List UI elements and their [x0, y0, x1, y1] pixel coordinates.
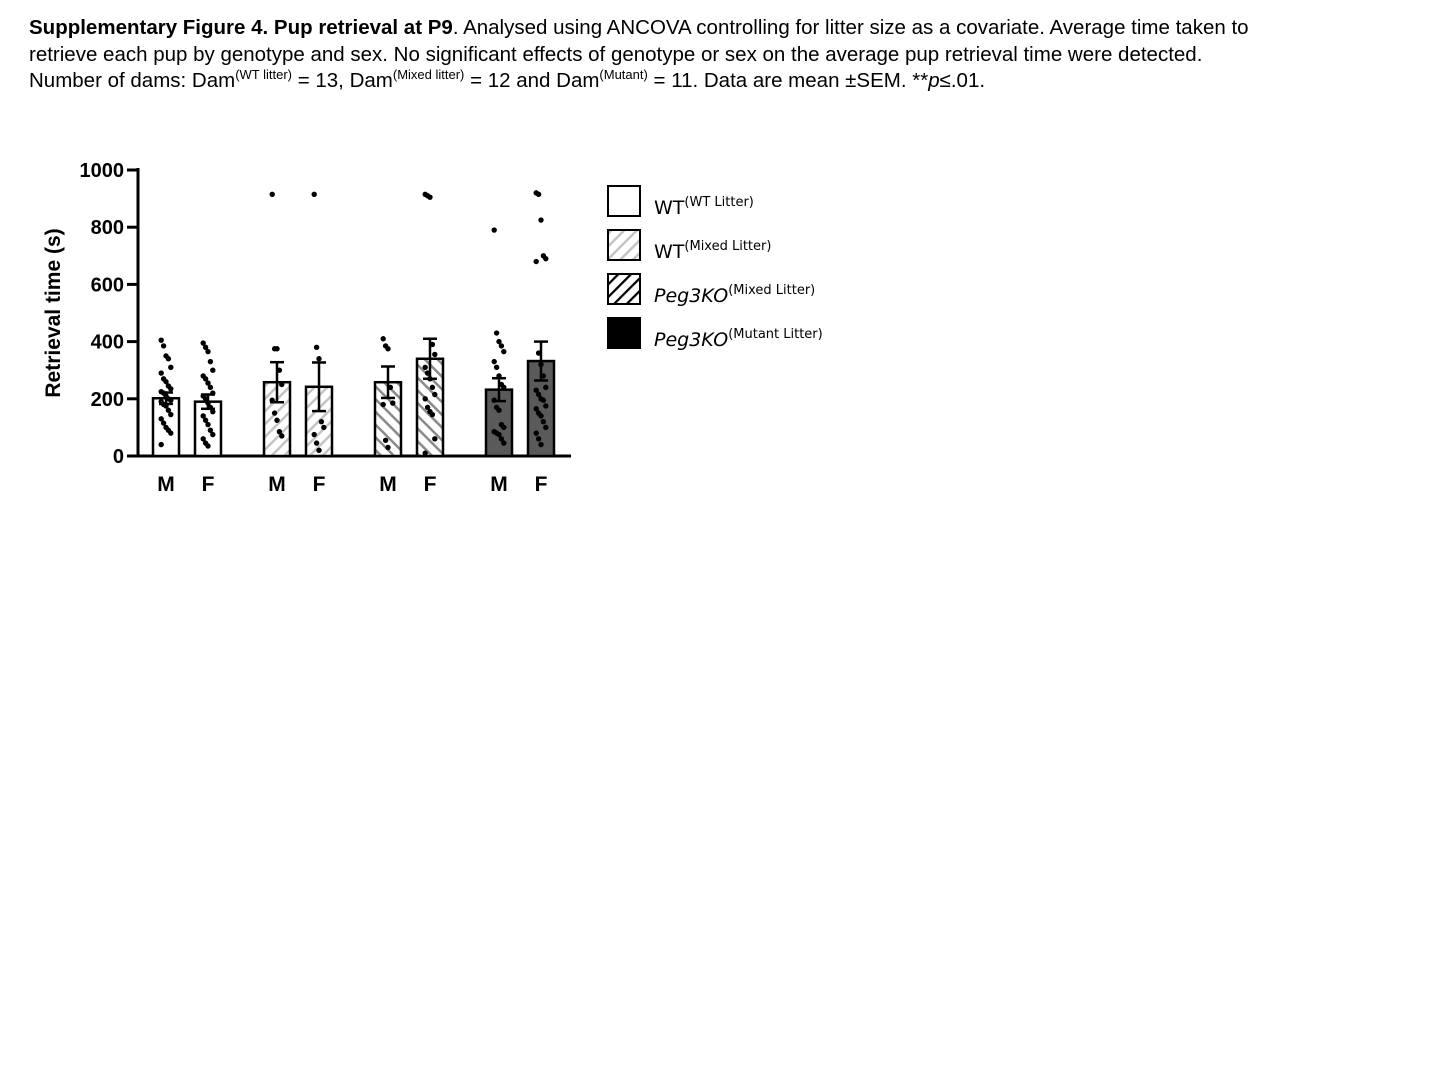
data-point	[534, 259, 539, 264]
data-point	[166, 356, 171, 361]
data-point	[430, 342, 435, 347]
data-point	[430, 412, 435, 417]
data-point	[383, 438, 388, 443]
data-point	[390, 400, 395, 405]
data-point	[432, 436, 437, 441]
data-point	[312, 432, 317, 437]
legend-label: $WT^{(Mixed Litter)}$	[654, 239, 772, 263]
x-tick-label: M	[157, 473, 175, 496]
caption-sup-wt: (WT litter)	[235, 67, 293, 82]
data-point	[492, 398, 497, 403]
data-point	[430, 385, 435, 390]
data-point	[427, 194, 432, 199]
data-point	[270, 398, 275, 403]
data-point	[168, 412, 173, 417]
caption-line1: . Analysed using ANCOVA controlling for litter size as a covariate. Average time taken to	[452, 16, 1249, 39]
data-point	[210, 368, 215, 373]
data-point	[543, 256, 548, 261]
data-point	[279, 382, 284, 387]
data-point	[543, 403, 548, 408]
y-tick-label: 1000	[79, 160, 124, 182]
data-point	[492, 227, 497, 232]
data-point	[423, 396, 428, 401]
x-tick-label: F	[312, 473, 326, 496]
y-axis-label: Retrieval time (s)	[42, 228, 65, 398]
data-point	[432, 352, 437, 357]
data-point	[159, 337, 164, 342]
data-point	[494, 365, 499, 370]
x-tick-label: M	[490, 473, 508, 496]
data-point	[496, 373, 501, 378]
data-point	[205, 422, 210, 427]
y-tick-label: 600	[90, 274, 124, 297]
data-point	[432, 392, 437, 397]
data-point	[210, 409, 215, 414]
data-point	[501, 349, 506, 354]
x-tick-label: F	[201, 473, 215, 496]
data-point	[274, 346, 279, 351]
data-point	[541, 373, 546, 378]
data-point	[168, 386, 173, 391]
data-point	[499, 343, 504, 348]
caption-line3-e: ≤.01.	[939, 69, 986, 92]
data-point	[159, 442, 164, 447]
caption-line2: retrieve each pup by genotype and sex. No significant effects of genotype or sex on the average pup retrieval time were detected.	[29, 42, 1203, 66]
y-tick-label: 200	[90, 388, 124, 411]
data-point	[208, 385, 213, 390]
legend-swatch	[608, 318, 640, 348]
data-point	[312, 192, 317, 197]
data-point	[423, 450, 428, 455]
data-point	[279, 433, 284, 438]
data-point	[210, 432, 215, 437]
data-point	[208, 359, 213, 364]
data-point	[270, 192, 275, 197]
data-point	[272, 410, 277, 415]
y-tick-label: 0	[112, 446, 124, 468]
data-point	[501, 425, 506, 430]
legend-swatch	[608, 274, 640, 304]
caption-sup-mutant: (Mutant)	[599, 67, 648, 82]
data-point	[205, 443, 210, 448]
data-point	[534, 430, 539, 435]
x-tick-label: F	[534, 473, 548, 496]
data-point	[427, 376, 432, 381]
data-point	[381, 336, 386, 341]
data-point	[423, 365, 428, 370]
caption-title: Supplementary Figure 4. Pup retrieval at P9	[29, 16, 453, 39]
y-tick-label: 400	[90, 331, 124, 354]
data-point	[314, 345, 319, 350]
x-tick-label: M	[268, 473, 286, 496]
legend-label: $Peg3KO^{(Mutant Litter)}$	[654, 327, 823, 351]
data-point	[543, 425, 548, 430]
data-point	[388, 385, 393, 390]
data-point	[159, 370, 164, 375]
data-point	[274, 418, 279, 423]
caption-line3-a: Number of dams: Dam	[29, 69, 236, 92]
data-point	[205, 349, 210, 354]
data-point	[538, 362, 543, 367]
data-point	[494, 330, 499, 335]
data-point	[501, 385, 506, 390]
data-point	[501, 440, 506, 445]
caption-sup-mixed: (Mixed litter)	[392, 67, 465, 82]
y-tick-label: 800	[90, 217, 124, 240]
data-point	[161, 343, 166, 348]
data-point	[168, 430, 173, 435]
data-point	[425, 370, 430, 375]
caption-line3-b: = 13, Dam	[292, 69, 393, 92]
data-point	[168, 398, 173, 403]
data-point	[538, 442, 543, 447]
data-point	[385, 445, 390, 450]
data-point	[541, 398, 546, 403]
data-point	[314, 440, 319, 445]
caption-line3-c: = 12 and Dam	[464, 69, 600, 92]
data-point	[536, 350, 541, 355]
data-point	[385, 346, 390, 351]
data-point	[492, 359, 497, 364]
data-point	[536, 192, 541, 197]
legend-label: $WT^{(WT Litter)}$	[654, 195, 754, 219]
data-point	[381, 402, 386, 407]
caption-line3-d: = 11. Data are mean ±SEM. **	[647, 69, 929, 92]
data-point	[321, 425, 326, 430]
x-tick-label: M	[379, 473, 397, 496]
data-point	[210, 390, 215, 395]
bars-group	[153, 339, 554, 456]
legend-swatch	[608, 230, 640, 260]
data-point	[168, 365, 173, 370]
legend-label: $Peg3KO^{(Mixed Litter)}$	[654, 283, 816, 307]
x-tick-label: F	[423, 473, 437, 496]
data-point	[538, 217, 543, 222]
data-point	[541, 419, 546, 424]
legend	[608, 186, 823, 351]
data-point	[319, 419, 324, 424]
caption-p-italic: p	[928, 69, 940, 92]
data-point	[536, 436, 541, 441]
data-point	[543, 385, 548, 390]
data-point	[316, 448, 321, 453]
data-point	[316, 356, 321, 361]
data-point	[538, 413, 543, 418]
data-point	[277, 368, 282, 373]
data-point	[496, 408, 501, 413]
legend-swatch	[608, 186, 640, 216]
